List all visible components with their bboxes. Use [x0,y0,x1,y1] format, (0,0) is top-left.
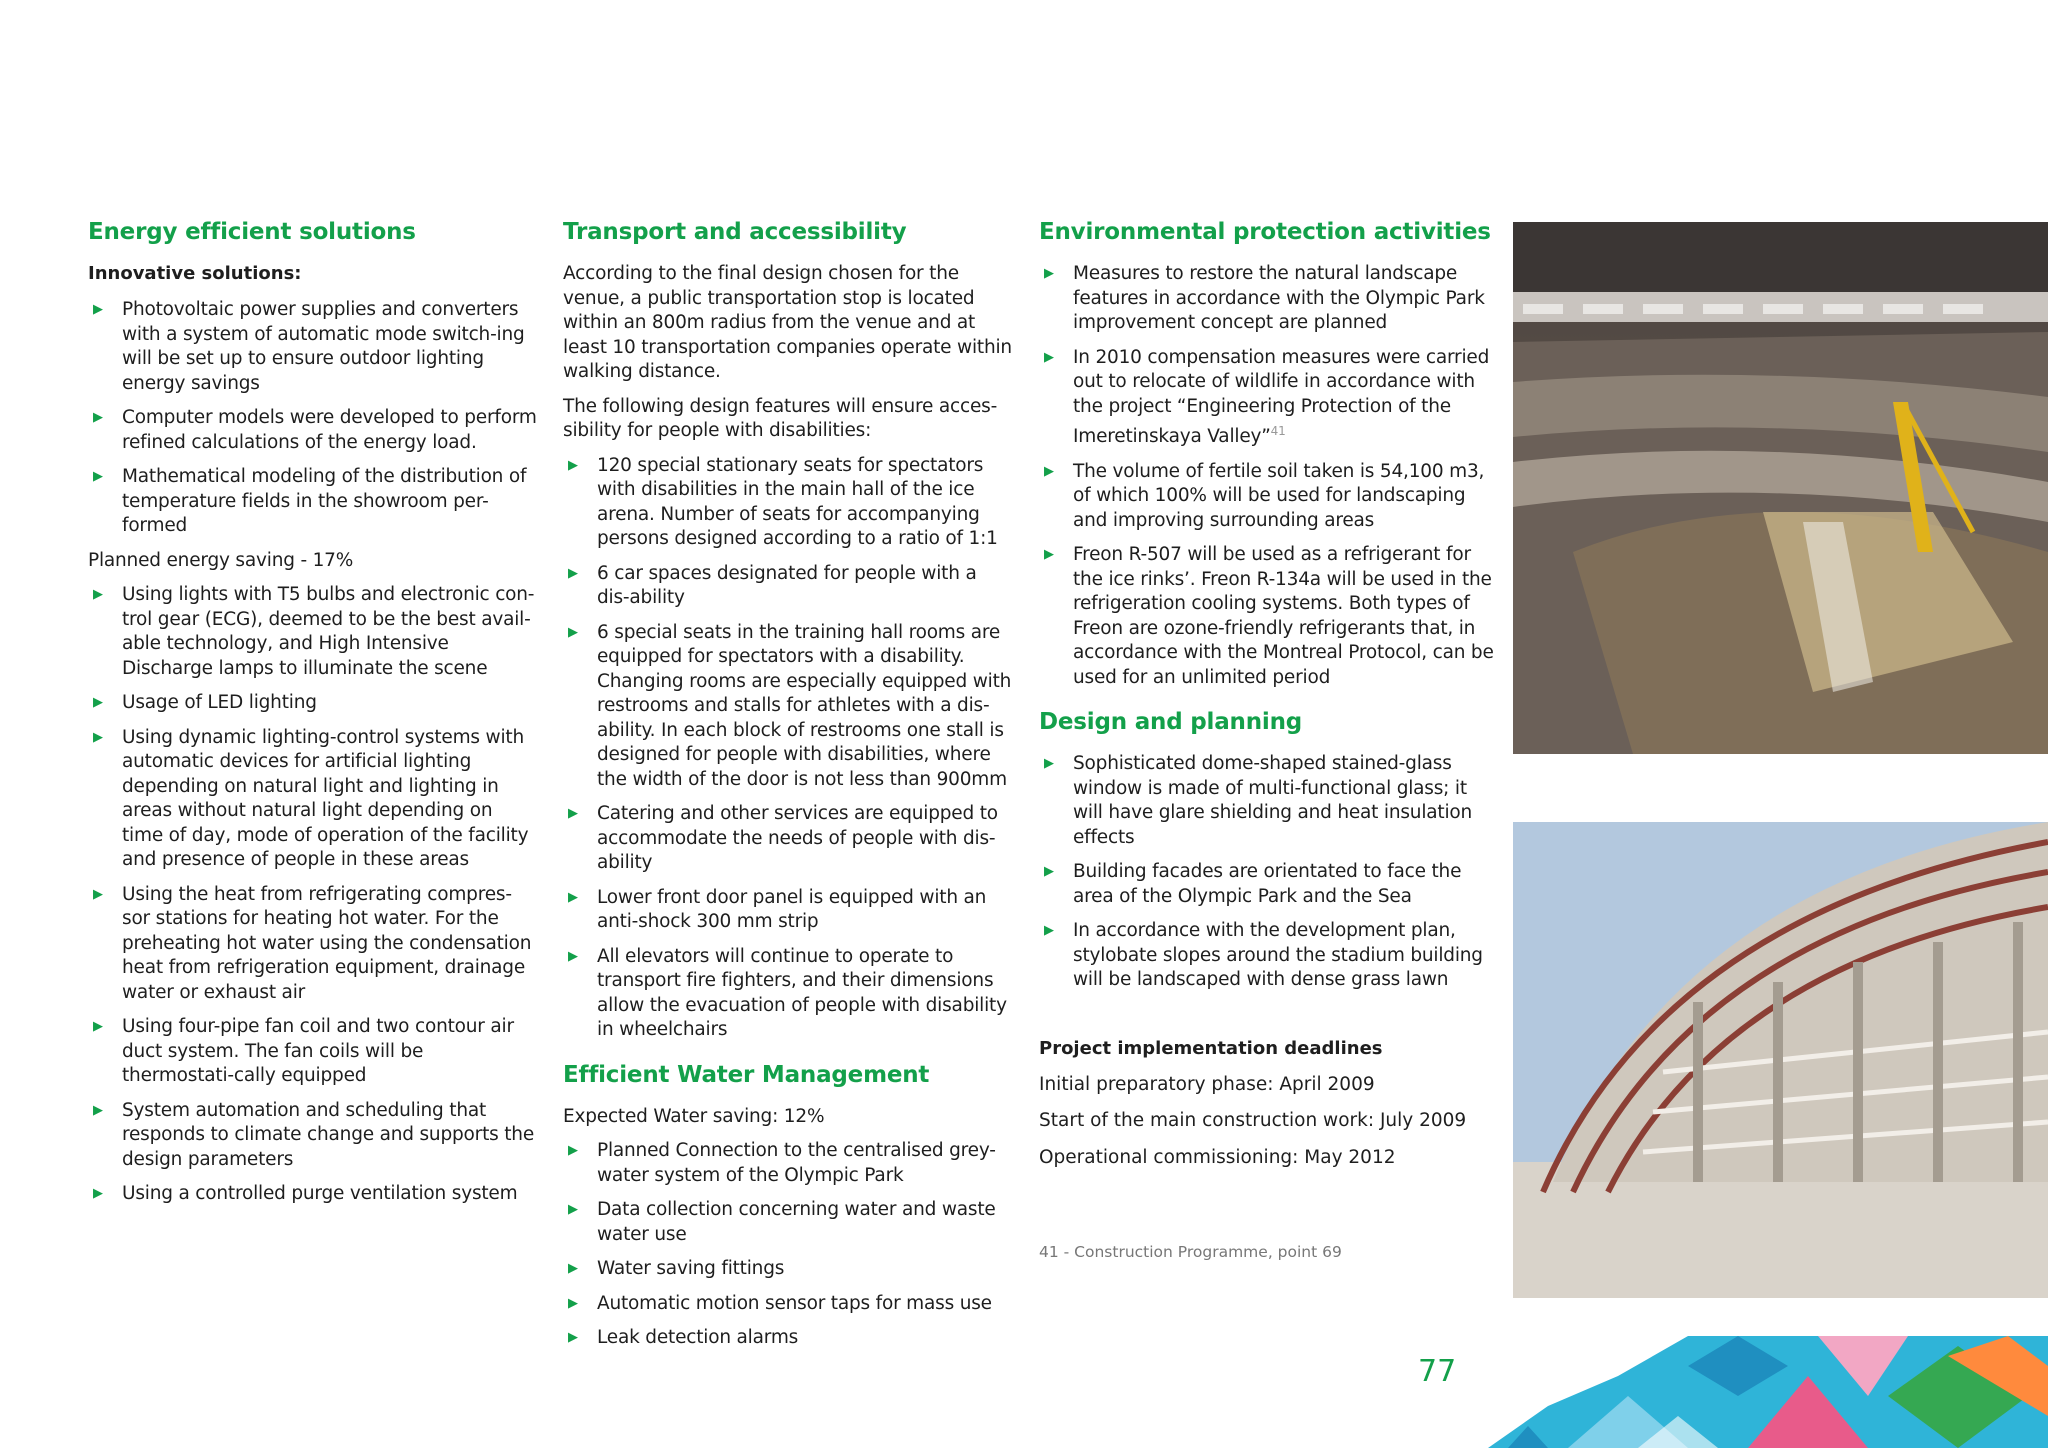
deadlines-title: Project implementation deadlines [1039,1037,1383,1059]
section-heading-environment: Environmental protection activities [1039,219,1491,245]
water-saving: Expected Water saving: 12% [563,1105,825,1127]
list-item: ▶ The volume of fertile soil taken is 54,100 m3, of which 100% will be used for landscaping and improving surrounding areas [1044,460,1485,531]
column-environment [1039,214,1494,1262]
design-list [1039,752,1494,993]
list-item: ▶ Using a controlled purge ventilation system [88,1182,538,1207]
triangle-bullet-icon: ▶ [93,469,103,484]
energy-innovative-list [88,298,538,539]
triangle-bullet-icon: ▶ [93,587,103,602]
list-item: ▶ Lower front door panel is equipped with an anti-shock 300 mm strip [568,886,987,932]
list-item: ▶ In 2010 compensation measures were carried out to relocate of wildlife in accordance with the project “Engineering Protection of the Imeretinskaya Valley”$^{41}$ [1044,346,1490,448]
triangle-bullet-icon: ▶ [1044,923,1054,939]
triangle-bullet-icon: ▶ [568,1202,578,1217]
list-item: ▶ Using lights with T5 bulbs and electronic con-trol gear (ECG), deemed to be the best avail-able technology, and High Intensive Discharge lamps to illuminate the scene [93,584,535,679]
triangle-bullet-icon: ▶ [93,886,103,902]
stadium-illustration [1513,822,2048,1298]
triangle-bullet-icon: ▶ [93,1102,103,1118]
list-item: ▶ Sophisticated dome-shaped stained-glass window is made of multi-functional glass; it will have glare shielding and heat insulation effects [1044,753,1473,848]
section-heading-water: Efficient Water Management [563,1061,930,1088]
triangle-bullet-icon: ▶ [1044,266,1054,281]
list-item: ▶ 6 special seats in the training hall rooms are equipped for spectators with a disability. Changing rooms are especially equipped with restrooms and stalls for athletes with a dis-ability. In each block of restrooms one stall is designed for people with disabilities, where the width of the door is not less than 900mm [568,621,1012,790]
footnote: 41 - Construction Programme, point 69 [1039,1243,1342,1262]
triangle-bullet-icon: ▶ [568,565,578,581]
list-item: ▶ System automation and scheduling that responds to climate change and supports the design parameters [93,1099,535,1170]
list-item: ▶ Data collection concerning water and waste water use [568,1199,996,1245]
triangle-bullet-icon: ▶ [93,695,103,710]
triangle-bullet-icon: ▶ [93,1186,103,1201]
triangle-bullet-icon: ▶ [568,1261,578,1276]
water-list [563,1139,1013,1351]
list-item: ▶ Freon R-507 will be used as a refrigerant for the ice rinks’. Freon R-134a will be used in the refrigeration cooling systems. Both types of Freon are ozone-friendly refrigerants that, in accordance with the Montreal Protocol, can be used for an unlimited period [1044,544,1494,688]
page-number: 77 [1418,1354,1457,1389]
list-item: ▶ Photovoltaic power supplies and converters with a system of automatic mode switch-ing will be set up to ensure outdoor lighting energy savings [93,299,525,394]
deadline-preparatory: Initial preparatory phase: April 2009 [1039,1073,1375,1095]
triangle-bullet-icon: ▶ [93,729,103,745]
list-item: ▶ Catering and other services are equipped to accommodate the needs of people with dis-ability [568,803,998,873]
list-item: ▶ Leak detection alarms [563,1326,1013,1351]
subheading-innovative: Innovative solutions: [88,263,302,284]
planned-energy-saving: Planned energy saving - 17% [88,549,354,571]
triangle-bullet-icon: ▶ [568,948,578,964]
triangle-bullet-icon: ▶ [93,1019,103,1034]
triangle-bullet-icon: ▶ [568,889,578,905]
section-heading-design: Design and planning [1039,709,1303,736]
accessibility-paragraph: The following design features will ensure acces-sibility for people with disabilities: [563,395,998,441]
environment-list [1039,262,1494,690]
list-item: ▶ Computer models were developed to perform refined calculations of the energy load. [93,407,537,453]
list-item: ▶ Mathematical modeling of the distribution of temperature fields in the showroom per-formed [93,466,527,536]
deadline-commissioning: Operational commissioning: May 2012 [1039,1146,1396,1168]
triangle-bullet-icon: ▶ [568,457,578,473]
triangle-bullet-icon: ▶ [1044,349,1054,365]
stadium-construction-photo [1513,822,2048,1298]
list-item: ▶ Using the heat from refrigerating compres-sor stations for heating hot water. For the preheating hot water using the condensation heat from refrigeration equipment, drainage water or exhaust air [93,883,532,1003]
list-item: ▶ In accordance with the development plan, stylobate slopes around the stadium building will be landscaped with dense grass lawn [1044,920,1483,991]
triangle-bullet-icon: ▶ [1044,756,1054,772]
list-item: ▶ Usage of LED lighting [88,691,538,716]
triangle-bullet-icon: ▶ [568,1295,578,1311]
triangle-bullet-icon: ▶ [568,1330,578,1345]
list-item: ▶ Using four-pipe fan coil and two contour air duct system. The fan coils will be thermostati-cally equipped [93,1016,514,1086]
accessibility-list [563,454,1013,1043]
footnote-reference: 41 [1270,424,1286,438]
list-item: ▶ Using dynamic lighting-control systems with automatic devices for artificial lighting depending on natural light and lighting in areas without natural light depending on time of day, mode of operation of the facility and presence of people in these areas [93,726,529,870]
triangle-bullet-icon: ▶ [1044,547,1054,563]
list-item: ▶ Water saving fittings [563,1257,1013,1282]
section-heading-energy: Energy efficient solutions [88,219,416,245]
triangle-bullet-icon: ▶ [1044,463,1054,479]
triangle-bullet-icon: ▶ [93,302,103,317]
arena-illustration [1513,222,2048,754]
triangle-bullet-icon: ▶ [1044,864,1054,880]
section-heading-transport: Transport and accessibility [563,219,907,245]
decorative-pattern [1488,1336,2048,1448]
list-item: ▶ Building facades are orientated to face the area of the Olympic Park and the Sea [1044,861,1462,907]
column-energy [88,214,538,1217]
triangle-bullet-icon: ▶ [568,1143,578,1158]
list-item: ▶ Planned Connection to the centralised grey-water system of the Olympic Park [568,1140,996,1186]
list-item: ▶ 6 car spaces designated for people with a dis-ability [568,562,977,608]
list-item: ▶ Automatic motion sensor taps for mass use [563,1292,1013,1317]
list-item: ▶ All elevators will continue to operate to transport fire fighters, and their dimensions allow the evacuation of people with disability in wheelchairs [568,945,1007,1040]
list-item: ▶ 120 special stationary seats for spectators with disabilities in the main hall of the ice arena. Number of seats for accompanying persons designed according to a ratio of 1:1 [568,454,998,549]
pattern-illustration [1488,1336,2048,1448]
triangle-bullet-icon: ▶ [568,624,578,640]
deadline-construction: Start of the main construction work: July 2009 [1039,1110,1467,1132]
triangle-bullet-icon: ▶ [93,410,103,425]
list-item: ▶ Measures to restore the natural landscape features in accordance with the Olympic Park improvement concept are planned [1044,263,1485,333]
triangle-bullet-icon: ▶ [568,806,578,821]
ice-arena-interior-photo [1513,222,2048,754]
energy-measures-list [88,583,538,1207]
transport-paragraph: According to the final design chosen for the venue, a public transportation stop is located within an 800m radius from the venue and at least 10 transportation companies operate within walking distance. [563,263,1012,382]
column-transport [563,214,1013,1361]
